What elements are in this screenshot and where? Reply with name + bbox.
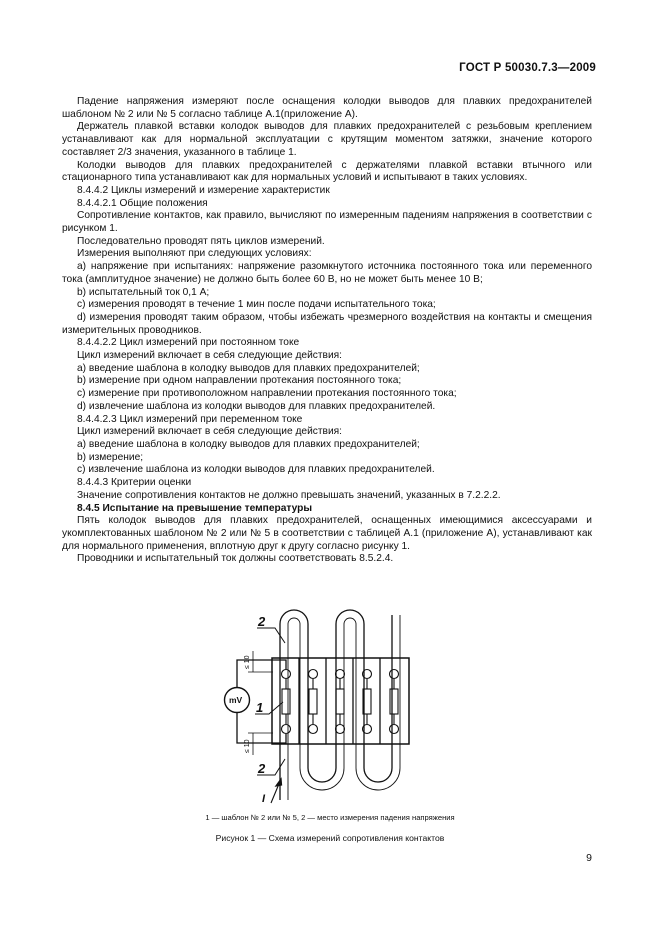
dim-bottom-label: ≤ 10 xyxy=(244,739,251,753)
section-heading: 8.4.4.2.2 Цикл измерений при постоянном токе xyxy=(77,337,300,349)
list-item: c) извлечение шаблона из колодки выводов для плавких предохранителей. xyxy=(77,464,435,476)
section-heading: 8.4.4.3 Критерии оценки xyxy=(77,477,192,489)
label-1: 1 xyxy=(256,700,264,715)
label-2-top: 2 xyxy=(258,614,266,629)
measurement-lead xyxy=(237,713,286,743)
list-item: a) введение шаблона в колодку выводов для плавких предохранителей; xyxy=(77,438,420,450)
section-heading: 8.4.4.2.1 Общие положения xyxy=(77,197,208,209)
list-item: b) измерение; xyxy=(77,451,144,463)
page-number: 9 xyxy=(586,852,592,864)
paragraph: Колодки выводов для плавких предохранителей с держателями плавкой вставки втычного или стационарного типа устанавливают как для нормальных условий и испытывают в таких условиях. xyxy=(62,159,592,184)
list-item: b) испытательный ток 0,1 А; xyxy=(77,286,210,298)
current-label: I xyxy=(262,793,266,805)
leader-2-top xyxy=(257,628,285,643)
list-item: d) измерения проводят таким образом, чтобы избежать чрезмерного воздействия на контакты и смещения измерительных проводников. xyxy=(62,311,592,336)
document-body xyxy=(62,96,592,566)
paragraph: Последовательно проводят пять циклов измерений. xyxy=(77,235,325,247)
label-2-bottom: 2 xyxy=(258,761,266,776)
meter-label: mV xyxy=(229,695,243,705)
list-item: c) измерение при противоположном направлении протекания постоянного тока; xyxy=(77,388,457,400)
list-item: b) измерение при одном направлении протекания постоянного тока; xyxy=(77,375,402,387)
figure-caption: Рисунок 1 — Схема измерений сопротивления контактов xyxy=(215,833,445,843)
list-item: a) напряжение при испытаниях: напряжение разомкнутого источника постоянного тока или переменного тока (амплитудное значение) не должно быть более 60 В, но не может быть менее 10 В; xyxy=(62,261,592,285)
section-heading-bold: 8.4.5 Испытание на превышение температуры xyxy=(77,502,313,514)
terminal-block-frame xyxy=(272,658,409,744)
section-heading: 8.4.4.2 Циклы измерений и измерение характеристик xyxy=(77,184,330,196)
document-code: ГОСТ Р 50030.7.3—2009 xyxy=(459,62,596,74)
figure-measurement-diagram xyxy=(195,605,425,805)
dim-top-label: ≤ 10 xyxy=(244,655,251,669)
paragraph: Проводники и испытательный ток должны соответствовать 8.5.2.4. xyxy=(77,553,394,565)
list-item: a) введение шаблона в колодку выводов для плавких предохранителей; xyxy=(77,362,420,374)
paragraph: Падение напряжения измеряют после оснащения колодки выводов для плавких предохранителей шаблоном № 2 или № 5 согласно таблице А.1(приложение А). xyxy=(62,96,592,120)
section-heading: 8.4.4.2.3 Цикл измерений при переменном токе xyxy=(77,413,303,425)
paragraph: Измерения выполняют при следующих условиях: xyxy=(77,248,312,260)
paragraph: Цикл измерений включает в себя следующие действия: xyxy=(77,350,342,362)
figure-legend: 1 — шаблон № 2 или № 5, 2 — место измерения падения напряжения xyxy=(205,813,455,822)
current-arrow-head xyxy=(276,779,282,786)
paragraph: Значение сопротивления контактов не должно превышать значений, указанных в 7.2.2.2. xyxy=(77,489,501,501)
figure-svg xyxy=(195,605,425,805)
paragraph: Пять колодок выводов для плавких предохранителей, оснащенных имеющимися аксессуарами и укомплектованных шаблоном № 2 или № 5 в соответствии с таблицей А.1 (приложение А), устанавливают как для нормального применения, вплотную друг к другу согласно рисунку 1. xyxy=(62,515,592,552)
list-item: c) измерения проводят в течение 1 мин после подачи испытательного тока; xyxy=(77,299,436,311)
paragraph: Держатель плавкой вставки колодок выводов для плавких предохранителей с резьбовым креплением устанавливают как для нормальной эксплуатации с крутящим моментом затяжки, значение которого составляет 2/3 значения, указанного в таблице 1. xyxy=(62,121,592,158)
paragraph: Цикл измерений включает в себя следующие действия: xyxy=(77,426,342,438)
list-item: d) извлечение шаблона из колодки выводов для плавких предохранителей. xyxy=(77,400,436,412)
paragraph: Сопротивление контактов, как правило, вычисляют по измеренным падениям напряжения в соответствии с рисунком 1. xyxy=(62,210,592,235)
